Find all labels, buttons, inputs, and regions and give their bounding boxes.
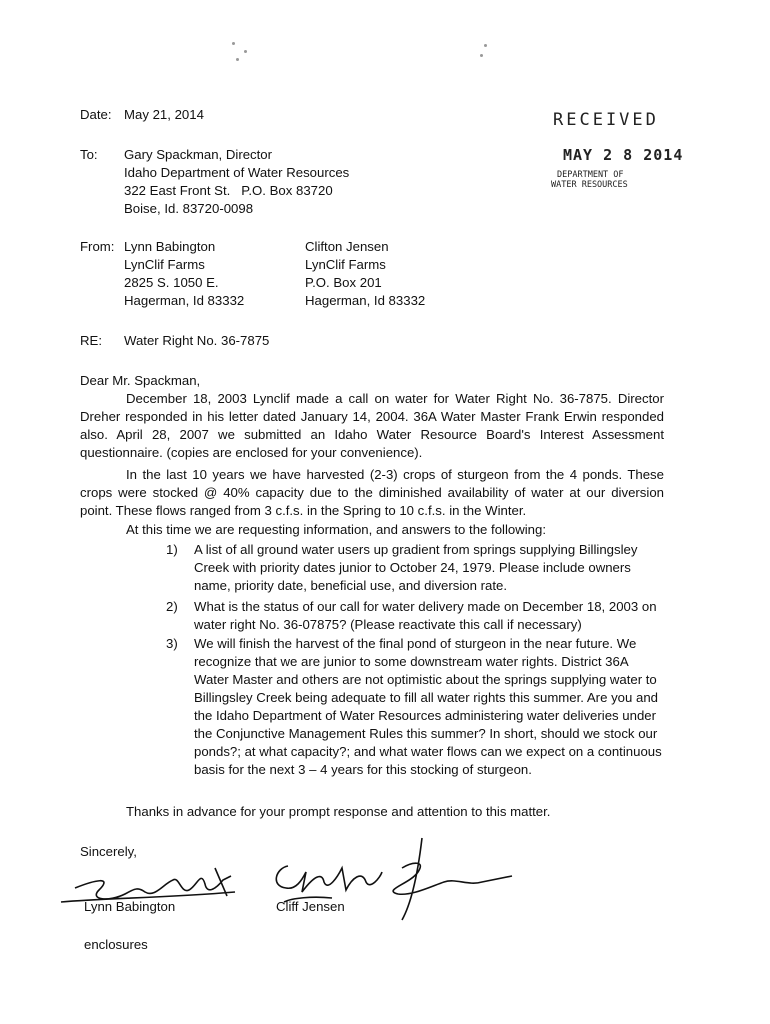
- paragraph-2: In the last 10 years we have harvested (2-3) crops of sturgeon from the 4 ponds. These crops were stocked @ 40% capacity due to the diminished availability of water at our diversion point. These flows ranged from 3 c.f.s. in the Spring to 10 c.f.s. in the Winter.: [80, 467, 664, 518]
- received-stamp-dept-2: WATER RESOURCES: [551, 180, 628, 190]
- from-right-line: LynClif Farms: [305, 257, 386, 272]
- list-item-text: What is the status of our call for water delivery made on December 18, 2003 on water right No. 36-07875? (Please reactivate this call if necessary): [194, 599, 657, 632]
- list-item-number: 3): [166, 636, 178, 651]
- from-label: From:: [80, 239, 115, 254]
- from-left-line: 2825 S. 1050 E.: [124, 275, 219, 290]
- list-item-text: A list of all ground water users up gradient from springs supplying Billingsley Creek with priority dates junior to October 24, 1979. Please include owners name, priority date, beneficial use, and diversion rate.: [194, 542, 638, 593]
- received-stamp-title: RECEIVED: [553, 110, 659, 130]
- paragraph-3: At this time we are requesting information, and answers to the following:: [126, 522, 547, 537]
- scan-speck: [236, 58, 239, 61]
- list-item-number: 1): [166, 542, 178, 557]
- signer-name-1: Lynn Babington: [84, 899, 176, 914]
- scan-speck: [232, 42, 235, 45]
- scan-speck: [484, 44, 487, 47]
- to-line: Gary Spackman, Director: [124, 147, 273, 162]
- received-stamp-date: MAY 2 8 2014: [563, 146, 684, 164]
- list-item-text: We will finish the harvest of the final pond of sturgeon in the near future. We recognize that we are junior to some downstream water rights. District 36A Water Master and others are not optimistic about the springs supplying water to Billingsley Creek being adequate to fill all water rights this summer. Are you and the Idaho Department of Water Resources administering water deliveries under the Conjunctive Management Rules this summer? In short, should we stock our ponds?; at what capacity?; and what water flows can we expect on a continuous basis for the next 3 – 4 years for this stocking of sturgeon.: [194, 636, 662, 777]
- from-right-line: P.O. Box 201: [305, 275, 382, 290]
- from-left-line: Lynn Babington: [124, 239, 216, 254]
- date-value: May 21, 2014: [124, 107, 204, 122]
- received-stamp-dept-1: DEPARTMENT OF: [557, 170, 624, 180]
- from-right-line: Hagerman, Id 83332: [305, 293, 426, 308]
- closing: Sincerely,: [80, 844, 137, 859]
- date-label: Date:: [80, 107, 112, 122]
- closing-thanks: Thanks in advance for your prompt response and attention to this matter.: [126, 804, 551, 819]
- to-line: Idaho Department of Water Resources: [124, 165, 350, 180]
- signer-name-2: Cliff Jensen: [276, 899, 345, 914]
- from-left-line: LynClif Farms: [124, 257, 205, 272]
- scan-speck: [480, 54, 483, 57]
- to-label: To:: [80, 147, 98, 162]
- scan-speck: [244, 50, 247, 53]
- to-line: Boise, Id. 83720-0098: [124, 201, 254, 216]
- to-line: 322 East Front St. P.O. Box 83720: [124, 183, 333, 198]
- salutation: Dear Mr. Spackman,: [80, 373, 201, 388]
- enclosures: enclosures: [84, 937, 148, 952]
- re-value: Water Right No. 36-7875: [124, 333, 270, 348]
- paragraph-1: December 18, 2003 Lynclif made a call on water for Water Right No. 36-7875. Director Dreher responded in his letter dated January 14, 2004. 36A Water Master Frank Erwin responded also. April 28, 2007 we submitted an Idaho Water Resource Board's Interest Assessment questionnaire. (copies are enclosed for your convenience).: [80, 391, 664, 460]
- list-item-number: 2): [166, 599, 178, 614]
- re-label: RE:: [80, 333, 102, 348]
- from-right-line: Clifton Jensen: [305, 239, 389, 254]
- from-left-line: Hagerman, Id 83332: [124, 293, 245, 308]
